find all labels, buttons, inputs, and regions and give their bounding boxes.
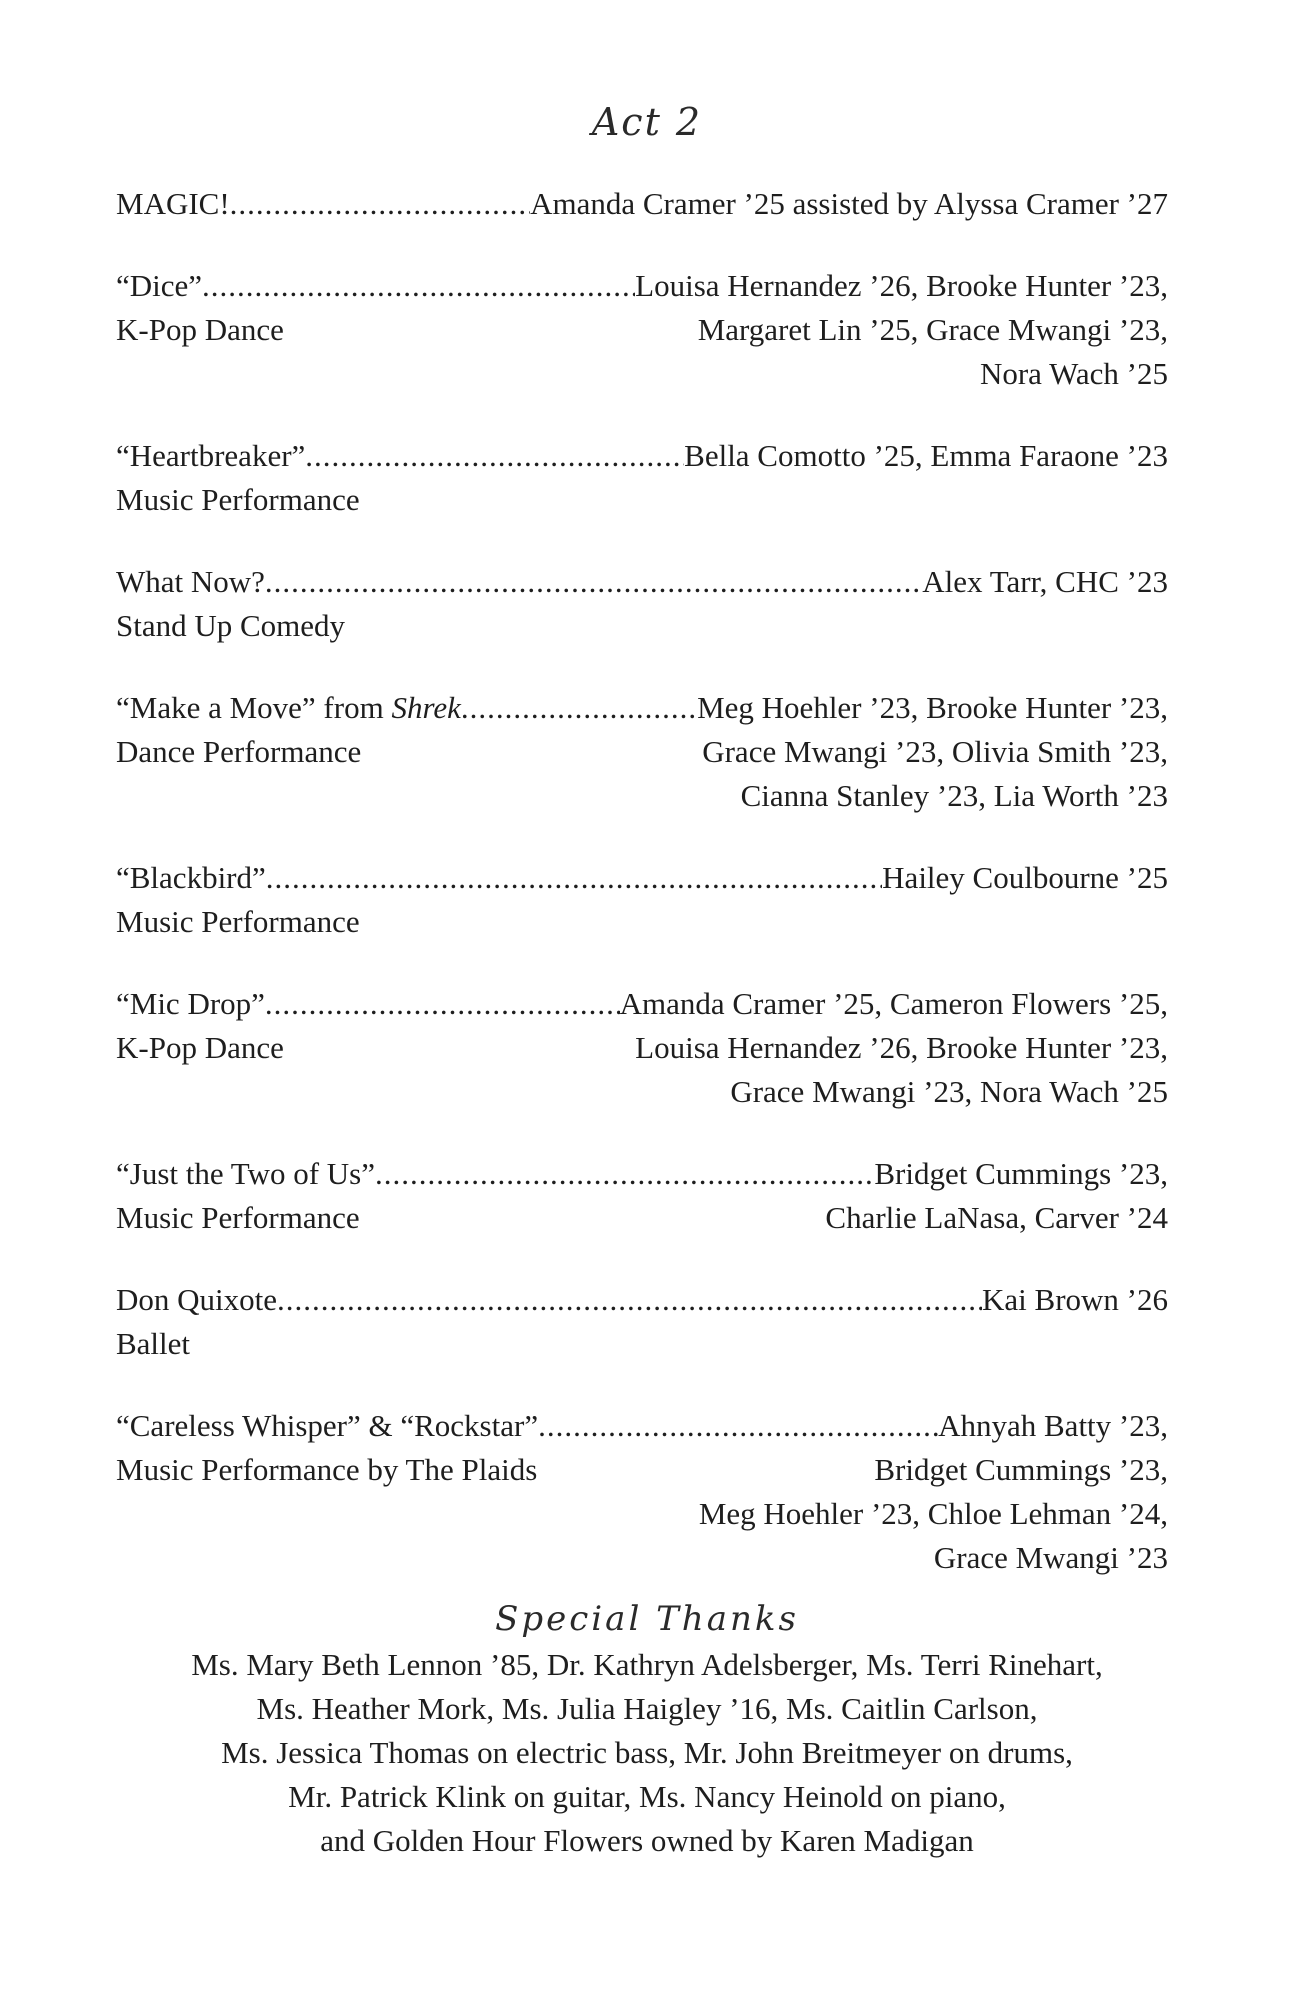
thanks-line: Ms. Mary Beth Lennon ’85, Dr. Kathryn Adelsberger, Ms. Terri Rinehart, [191,1647,1103,1682]
entry-title-text: “Mic Drop” [116,986,265,1021]
thanks-line: Ms. Jessica Thomas on electric bass, Mr. John Breitmeyer on drums, [221,1735,1073,1770]
entry-title-line [116,560,1168,604]
entry-title-text: “Dice” [116,268,203,303]
entry-performers: Amanda Cramer ’25 assisted by Alyssa Cramer ’27 [530,186,1168,221]
entry-title-line [116,1404,1168,1448]
entry-kind: Music Performance [116,482,360,517]
entry-title [116,264,202,308]
entry-kind: Dance Performance [116,734,362,769]
special-thanks-heading: Special Thanks [495,1599,799,1639]
dot-leader [265,982,620,1026]
entry-title-text: MAGIC! [116,186,230,221]
entry-performers: Bridget Cummings ’23, [874,1156,1168,1191]
entry-title [116,434,305,478]
entry-title [116,1278,277,1322]
entry-title-italic: Shrek [391,690,461,725]
dot-leader [230,182,530,226]
dot-leader [265,560,922,604]
entry-kind: Ballet [116,1326,191,1361]
dot-leader [375,1152,874,1196]
program-entry [116,182,1168,226]
act-heading: Act 2 [591,100,703,144]
entry-details [116,604,1168,648]
entry-title-line [116,1278,1168,1322]
dot-leader [277,1278,982,1322]
entry-details [116,1322,1168,1366]
performer-line: Grace Mwangi ’23, Olivia Smith ’23, [702,734,1168,769]
performer-line: Cianna Stanley ’23, Lia Worth ’23 [740,778,1168,813]
entry-performers-continued [698,308,1168,396]
entry-title-text: “Make a Move” from [116,690,392,725]
dot-leader [202,264,635,308]
entry-title-line [116,264,1168,308]
entry-kind: K-Pop Dance [116,1030,284,1065]
dot-leader [461,686,697,730]
entry-title-text: What Now? [116,564,265,599]
entry-title [116,982,265,1026]
performer-line: Meg Hoehler ’23, Chloe Lehman ’24, [698,1496,1168,1531]
entry-performers: Hailey Coulbourne ’25 [882,860,1168,895]
entry-title-text: “Careless Whisper” & “Rockstar” [116,1408,539,1443]
entry-kind: Music Performance [116,904,360,939]
entry-details [116,1196,1168,1240]
entry-performers: Kai Brown ’26 [982,1282,1168,1317]
entry-title [116,686,461,730]
entry-performers: Ahnyah Batty ’23, [938,1408,1168,1443]
program-entry [116,264,1168,396]
entry-kind: K-Pop Dance [116,312,284,347]
dot-leader [305,434,684,478]
program-entry [116,1152,1168,1240]
entry-title [116,856,266,900]
performer-line: Grace Mwangi ’23, Nora Wach ’25 [730,1074,1168,1109]
program-entry [116,560,1168,648]
program-entry [116,1404,1168,1580]
performer-line: Louisa Hernandez ’26, Brooke Hunter ’23, [635,1030,1168,1065]
entry-details [116,1448,1168,1580]
entry-details [116,1026,1168,1114]
entry-title-line [116,1152,1168,1196]
entry-performers: Louisa Hernandez ’26, Brooke Hunter ’23, [635,268,1168,303]
program-list [116,182,1168,1580]
program-entry [116,982,1168,1114]
entry-kind: Music Performance by The Plaids [116,1452,538,1487]
program-entry [116,434,1168,522]
program-entry [116,856,1168,944]
entry-performers: Meg Hoehler ’23, Brooke Hunter ’23, [697,690,1168,725]
entry-details [116,308,1168,396]
entry-kind: Stand Up Comedy [116,608,346,643]
entry-performers-continued [699,1448,1168,1580]
entry-title-line [116,686,1168,730]
special-thanks-list [0,1643,1294,1863]
entry-title-text: “Just the Two of Us” [116,1156,376,1191]
performer-line: Bridget Cummings ’23, [874,1452,1168,1487]
entry-title [116,182,230,226]
entry-details [116,478,1168,522]
entry-title-line [116,982,1168,1026]
performer-line: Nora Wach ’25 [979,356,1168,391]
entry-performers: Amanda Cramer ’25, Cameron Flowers ’25, [619,986,1168,1021]
program-entry [116,686,1168,818]
entry-title-text: Don Quixote [116,1282,278,1317]
dot-leader [538,1404,938,1448]
entry-details [116,900,1168,944]
entry-title-line [116,182,1168,226]
thanks-line: and Golden Hour Flowers owned by Karen Madigan [320,1823,974,1858]
entry-performers: Alex Tarr, CHC ’23 [922,564,1168,599]
entry-details [116,730,1168,818]
entry-performers: Bella Comotto ’25, Emma Faraone ’23 [684,438,1168,473]
performer-line: Margaret Lin ’25, Grace Mwangi ’23, [697,312,1168,347]
dot-leader [266,856,882,900]
thanks-line: Ms. Heather Mork, Ms. Julia Haigley ’16, Ms. Caitlin Carlson, [256,1691,1038,1726]
entry-title [116,560,265,604]
entry-performers-continued [825,1196,1168,1240]
entry-performers-continued [702,730,1168,818]
entry-kind: Music Performance [116,1200,360,1235]
performer-line: Charlie LaNasa, Carver ’24 [825,1200,1168,1235]
entry-title-line [116,856,1168,900]
entry-title-line [116,434,1168,478]
performer-line: Grace Mwangi ’23 [933,1540,1168,1575]
entry-title [116,1152,375,1196]
entry-performers-continued [635,1026,1168,1114]
entry-title-text: “Blackbird” [116,860,266,895]
thanks-line: Mr. Patrick Klink on guitar, Ms. Nancy Heinold on piano, [288,1779,1006,1814]
entry-title-text: “Heartbreaker” [116,438,306,473]
program-entry [116,1278,1168,1366]
entry-title [116,1404,538,1448]
